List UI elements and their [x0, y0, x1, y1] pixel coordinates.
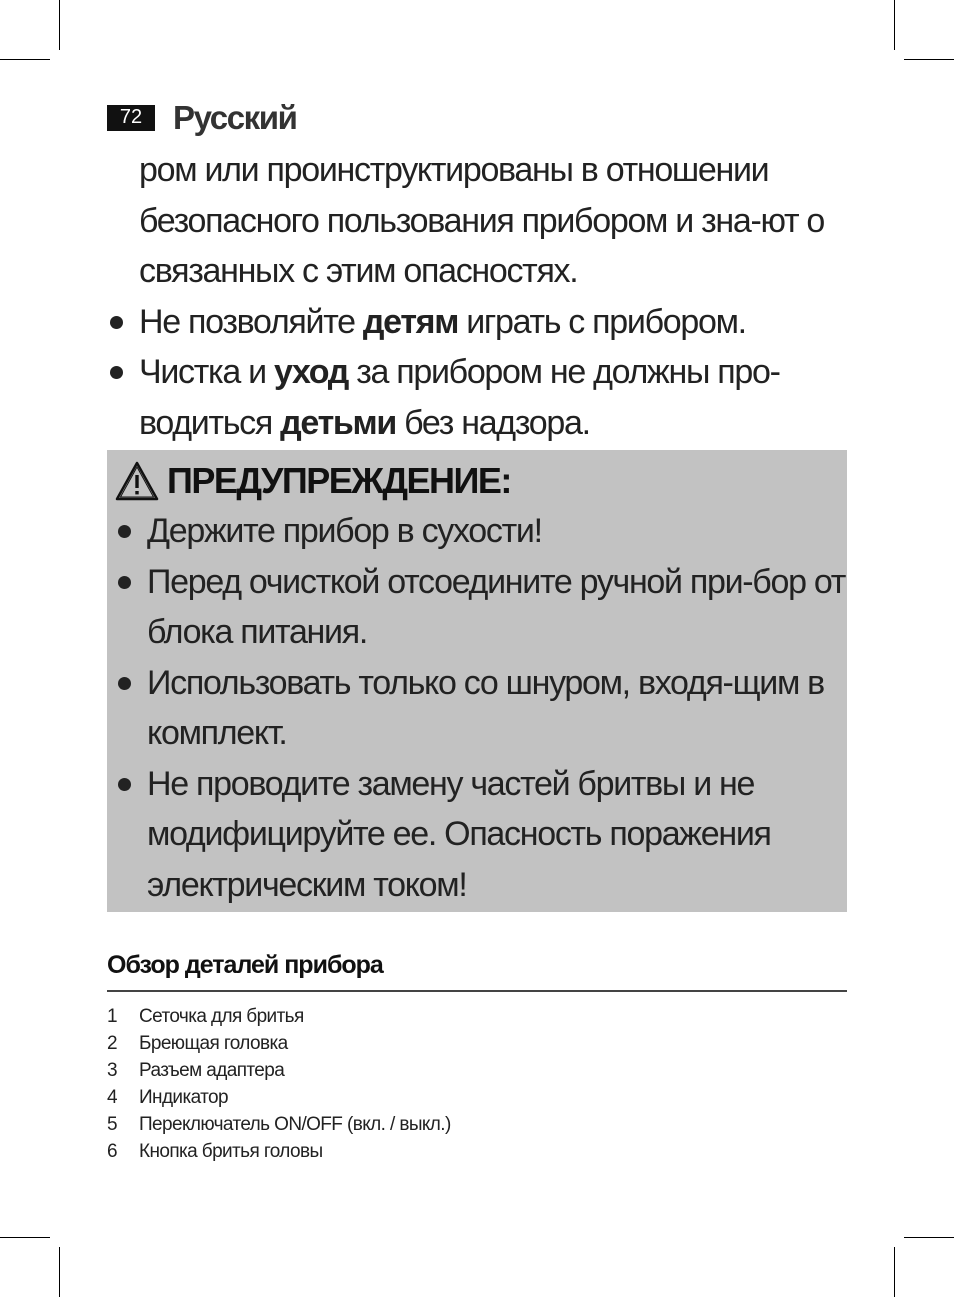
warning-list	[115, 506, 845, 910]
list-item: Не проводите замену частей бритвы и не модифицируйте ее. Опасность поражения электрическим током!	[115, 759, 845, 911]
crop-mark	[904, 1237, 954, 1238]
crop-mark	[894, 0, 895, 50]
list-item: 2 Бреющая головка	[107, 1033, 288, 1054]
divider	[107, 990, 847, 992]
intro-text	[107, 145, 852, 448]
warning-header	[115, 456, 511, 506]
list-item: 6 Кнопка бритья головы	[107, 1141, 323, 1162]
crop-mark	[0, 59, 50, 60]
crop-mark	[904, 59, 954, 60]
page-header	[107, 98, 297, 138]
list-item: 1 Сеточка для бритья	[107, 1006, 304, 1027]
list-item: 4 Индикатор	[107, 1087, 228, 1108]
crop-mark	[59, 1247, 60, 1297]
list-item: Перед очисткой отсоедините ручной при-бор от блока питания.	[115, 557, 845, 658]
list-item: Держите прибор в сухости!	[115, 506, 845, 557]
list-item: Использовать только со шнуром, входя-щим в комплект.	[115, 658, 845, 759]
continuation-paragraph: ром или проинструктированы в отношении безопасного пользования прибором и зна-ют о связанных с этим опасностях.	[139, 151, 824, 290]
crop-mark	[59, 0, 60, 50]
warning-title: ПРЕДУПРЕЖДЕНИЕ:	[167, 460, 511, 501]
warning-triangle-icon	[115, 461, 159, 501]
warning-box	[107, 450, 847, 912]
page-number: 72	[107, 105, 155, 131]
list-item: Чистка и уход за прибором не должны про-водиться детьми без надзора.	[107, 347, 852, 448]
list-item: 3 Разъем адаптера	[107, 1060, 285, 1081]
overview-heading: Обзор деталей прибора	[107, 951, 383, 979]
parts-list	[107, 1003, 451, 1165]
list-item: 5 Переключатель ON/OFF (вкл. / выкл.)	[107, 1114, 451, 1135]
crop-mark	[0, 1237, 50, 1238]
page-title: Русский	[173, 99, 297, 136]
crop-mark	[894, 1247, 895, 1297]
list-item: Не позволяйте детям играть с прибором.	[107, 297, 852, 348]
